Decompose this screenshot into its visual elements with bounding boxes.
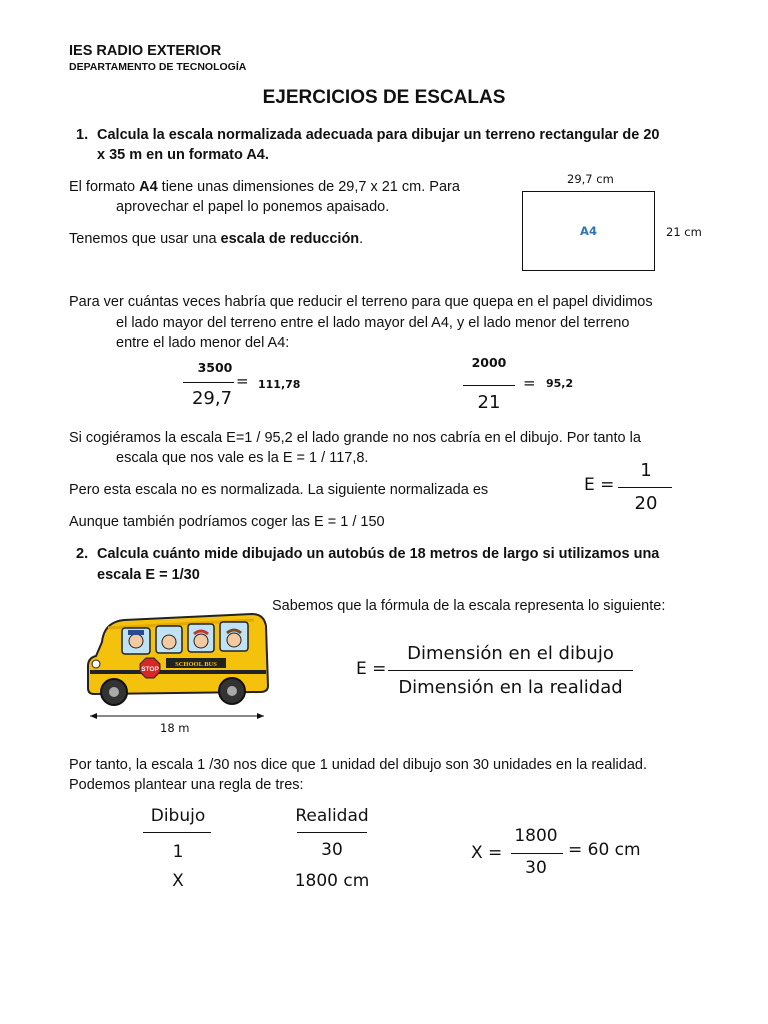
- answer-result: = 60 cm: [568, 840, 641, 860]
- fraction-2-bar: [463, 385, 515, 386]
- answer-denominator: 30: [525, 858, 547, 878]
- ex1-paragraph-alternative: Aunque también podríamos coger las E = 1 / 150: [69, 514, 385, 530]
- ex1-question-line1: Calcula la escala normalizada adecuada para dibujar un terreno rectangular de 20: [97, 127, 660, 143]
- bus-side-sign-text: SCHOOL BUS: [175, 661, 217, 668]
- scale-definition-numerator: Dimensión en el dibujo: [407, 643, 614, 664]
- ex2-question-line1: Calcula cuánto mide dibujado un autobús de 18 metros de largo si utilizamos una: [97, 546, 660, 562]
- normalized-scale-denominator: 20: [634, 493, 658, 514]
- fraction-2-numerator: 2000: [471, 355, 507, 370]
- a4-rectangle: [522, 191, 655, 271]
- bus-stop-sign-text: STOP: [141, 666, 159, 673]
- ex1-paragraph-scale-line2: escala que nos vale es la E = 1 / 117,8.: [116, 450, 369, 466]
- ex1-paragraph-divide-line3: entre el lado menor del A4:: [116, 335, 290, 351]
- ex2-paragraph-line1: Por tanto, la escala 1 /30 nos dice que 1 unidad del dibujo son 30 unidades en la realidad.: [69, 757, 648, 773]
- ex1-paragraph-divide-line2: el lado mayor del terreno entre el lado mayor del A4, y el lado menor del terreno: [116, 315, 630, 331]
- rule-col1-bar: [143, 832, 211, 833]
- ex1-number: 1.: [76, 127, 89, 143]
- ex2-intro: Sabemos que la fórmula de la escala representa lo siguiente:: [272, 598, 666, 614]
- fraction-2-result: 95,2: [546, 377, 574, 390]
- a4-inner-label: A4: [580, 224, 597, 238]
- rule-col2-bar: [297, 832, 367, 833]
- fraction-2-denominator: 21: [477, 392, 501, 413]
- a4-width-label: 29,7 cm: [567, 172, 614, 186]
- scale-definition-denominator: Dimensión en la realidad: [398, 677, 623, 698]
- a4-height-label: 21 cm: [666, 225, 702, 239]
- school-bus-illustration: [84, 608, 269, 710]
- ex1-paragraph-reduction: Tenemos que usar una escala de reducción.: [69, 231, 364, 247]
- normalized-scale-numerator: 1: [640, 460, 652, 481]
- fraction-2-equals: =: [523, 374, 536, 392]
- rule-col1-value2: X: [172, 871, 184, 891]
- school-name: IES RADIO EXTERIOR: [69, 43, 222, 59]
- ex1-question-line2: x 35 m en un formato A4.: [97, 147, 269, 163]
- answer-bar: [511, 853, 563, 854]
- ex2-number: 2.: [76, 546, 89, 562]
- ex2-paragraph-line2: Podemos plantear una regla de tres:: [69, 777, 304, 793]
- ex1-paragraph-format: El formato A4 tiene unas dimensiones de 29,7 x 21 cm. Para: [69, 179, 460, 195]
- answer-lhs: X =: [471, 843, 503, 863]
- rule-col1-value1: 1: [172, 842, 184, 862]
- rule-col2-value1: 30: [321, 840, 343, 860]
- normalized-scale-bar: [618, 487, 672, 488]
- bus-length-label: 18 m: [160, 721, 190, 735]
- fraction-1-equals: =: [236, 372, 249, 390]
- ex1-paragraph-normalized: Pero esta escala no es normalizada. La siguiente normalizada es: [69, 482, 489, 498]
- ex1-paragraph-format-line2: aprovechar el papel lo ponemos apaisado.: [116, 199, 390, 215]
- fraction-1-bar: [183, 382, 234, 383]
- fraction-1-numerator: 3500: [197, 360, 233, 375]
- ex1-paragraph-scale-line1: Si cogiéramos la escala E=1 / 95,2 el lado grande no nos cabría en el dibujo. Por tanto la: [69, 430, 641, 446]
- ex2-question-line2: escala E = 1/30: [97, 567, 200, 583]
- fraction-1-denominator: 29,7: [191, 388, 233, 409]
- page-title: EJERCICIOS DE ESCALAS: [262, 87, 506, 108]
- answer-numerator: 1800: [514, 826, 558, 846]
- ex1-paragraph-divide-line1: Para ver cuántas veces habría que reducir el terreno para que quepa en el papel dividimos: [69, 294, 653, 310]
- scale-definition-bar: [388, 670, 633, 671]
- rule-col2-value2: 1800 cm: [294, 871, 370, 891]
- department-name: DEPARTAMENTO DE TECNOLOGÍA: [69, 61, 247, 73]
- rule-col2-header: Realidad: [295, 806, 369, 826]
- normalized-scale-lhs: E =: [584, 475, 615, 495]
- fraction-1-result: 111,78: [258, 378, 301, 391]
- scale-definition-lhs: E =: [356, 659, 387, 679]
- rule-col1-header: Dibujo: [150, 806, 206, 826]
